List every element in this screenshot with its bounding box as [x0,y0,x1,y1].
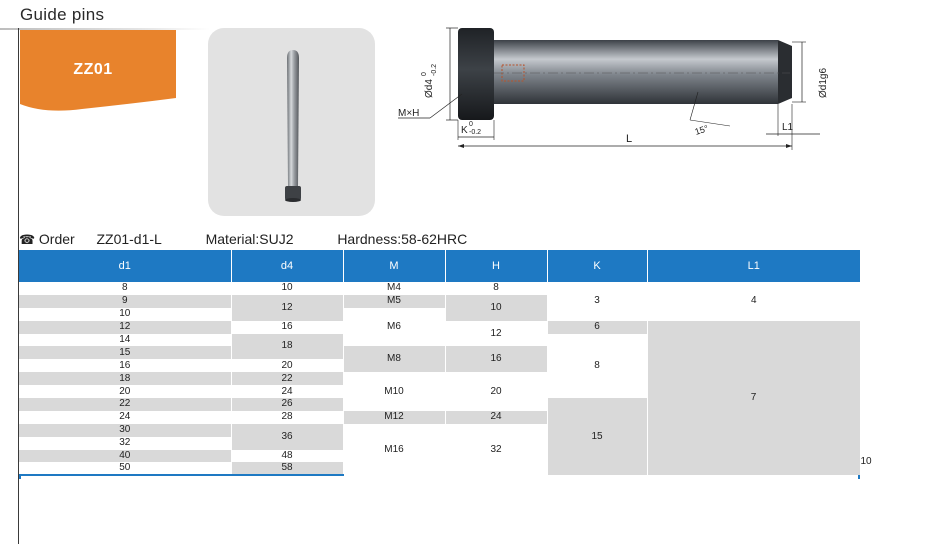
cell-h: 32 [445,424,547,476]
k-tol-lower: -0.2 [469,129,482,136]
cell-m: M6 [343,308,445,347]
angle-label: 15° [693,123,710,137]
d4-tol-upper: 0 [421,72,428,76]
cell-h: 16 [445,346,547,372]
cell-d1: 10 [19,308,231,321]
cell-m: M10 [343,372,445,411]
d1-label: Ød1g6 [818,67,829,98]
table-row: 40 48 10 [19,450,860,463]
cell-h: 10 [445,295,547,321]
cell-d1: 30 [19,424,231,437]
cell-d4: 10 [231,282,343,295]
k-label: K [461,125,468,136]
cell-m: M8 [343,346,445,372]
cell-d1: 9 [19,295,231,308]
cell-d4: 58 [231,462,343,475]
cell-d1: 8 [19,282,231,295]
header-d1: d1 [19,250,231,282]
header-k: K [547,250,647,282]
cell-m: M16 [343,424,445,476]
d4-label: Ød4 [424,79,435,98]
cell-m: M12 [343,411,445,424]
material: Material:SUJ2 [205,231,294,247]
cell-h: 12 [445,321,547,347]
cell-d4: 28 [231,411,343,424]
cell-d1: 20 [19,385,231,398]
cell-h: 8 [445,282,547,295]
order-code: ZZ01-d1-L [96,231,162,247]
dimension-table [19,250,872,476]
product-photo [208,28,375,216]
page-title: Guide pins [20,5,105,24]
k-tol-upper: 0 [469,121,473,128]
cell-k: 8 [547,334,647,398]
cell-k: 6 [547,321,647,334]
table-header-row [19,250,860,282]
cell-d4: 20 [231,359,343,372]
cell-d4: 48 [231,450,343,463]
header-d4: d4 [231,250,343,282]
cell-l1: 4 [647,282,860,321]
cell-d4: 16 [231,321,343,334]
header-l1: L1 [647,250,860,282]
l-label: L [626,133,633,145]
cell-d1: 14 [19,334,231,347]
cell-k: 15 [547,398,647,475]
l1-label: L1 [782,122,794,133]
cell-d4: 36 [231,424,343,450]
cell-d1: 50 [19,462,231,475]
cell-d1: 18 [19,372,231,385]
cell-d1: 15 [19,346,231,359]
cell-d1: 12 [19,321,231,334]
technical-drawing [390,22,840,159]
cell-d1: 22 [19,398,231,411]
table-row [19,282,860,295]
d4-tol-lower: -0.2 [431,63,438,76]
cell-h: 20 [445,372,547,411]
cell-d1: 40 [19,450,231,463]
cell-d4: 18 [231,334,343,360]
phone-icon: ☎ [19,232,36,247]
cell-d1: 16 [19,359,231,372]
mxh-label: M×H [398,108,420,119]
cell-d4: 12 [231,295,343,321]
cell-h: 24 [445,411,547,424]
cell-m: M4 [343,282,445,295]
header-m: M [343,250,445,282]
product-code: ZZ01 [73,61,113,78]
cell-d1: 24 [19,411,231,424]
cell-m: M5 [343,295,445,308]
cell-d4: 24 [231,385,343,398]
cell-d4: 26 [231,398,343,411]
cell-l1: 7 [647,321,860,476]
order-info [19,231,467,248]
header-h: H [445,250,547,282]
product-code-badge [20,30,180,112]
cell-d1: 32 [19,437,231,450]
order-label: Order [38,231,75,247]
cell-k: 3 [547,282,647,321]
cell-d4: 22 [231,372,343,385]
hardness: Hardness:58-62HRC [337,231,468,247]
